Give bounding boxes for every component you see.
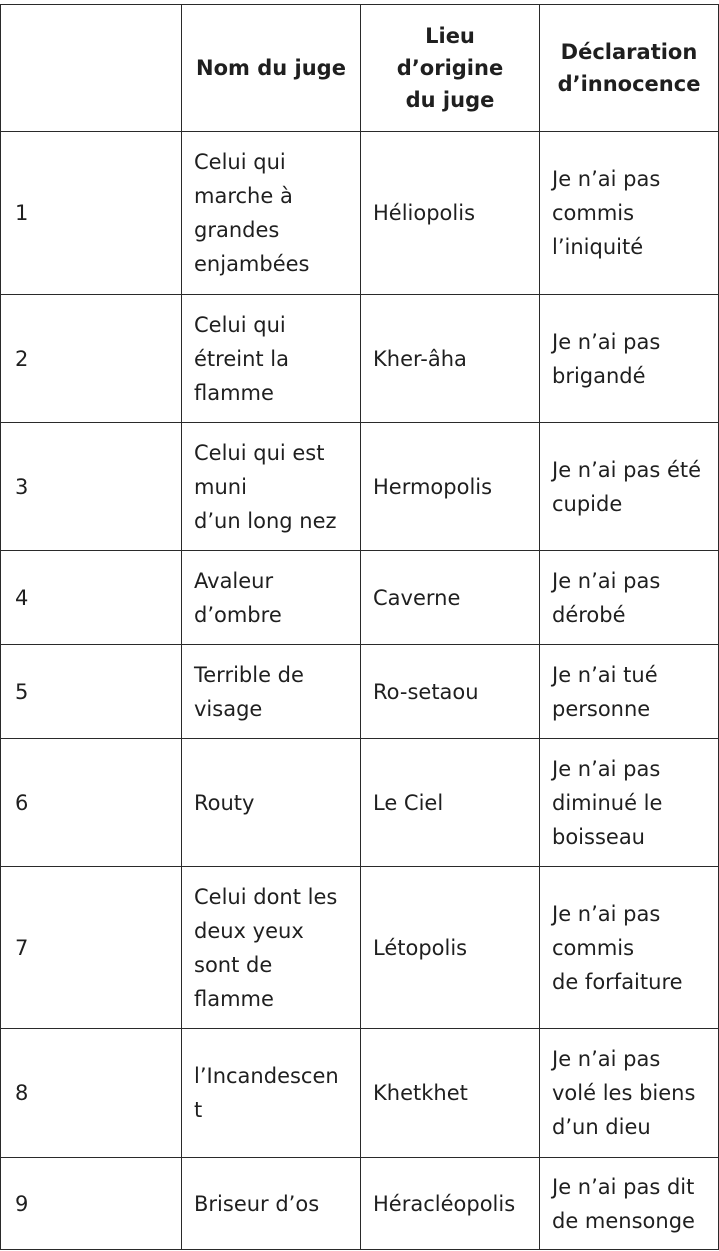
declaration-line: l’iniquité	[552, 235, 644, 259]
declaration-line: dérobé	[552, 602, 626, 627]
header-judge-origin-line: d’origine	[396, 56, 504, 80]
header-declaration-line: d’innocence	[557, 72, 701, 96]
judge-name-line: Routy	[194, 790, 255, 815]
judge-name-line: l’Incandescen	[194, 1064, 339, 1088]
judge-name-line: sont de	[194, 952, 273, 977]
header-number	[1, 5, 182, 132]
judge-name-line: Briseur d’os	[194, 1191, 320, 1216]
header-row	[1, 5, 719, 132]
row-number: 2	[1, 295, 182, 423]
declaration	[540, 867, 719, 1029]
judge-origin: Héracléopolis	[361, 1158, 540, 1250]
judge-origin: Hermopolis	[361, 423, 540, 551]
judge-name-line: muni	[194, 474, 247, 499]
judge-name-line: marche à	[194, 184, 293, 208]
declaration-line: de forfaiture	[552, 969, 683, 994]
row-number: 7	[1, 867, 182, 1029]
judge-origin: Héliopolis	[361, 132, 540, 295]
declaration-line: commis	[552, 201, 635, 225]
judge-name-line: d’ombre	[194, 602, 282, 627]
judge-name	[182, 1158, 361, 1250]
judge-name	[182, 551, 361, 645]
row-number: 6	[1, 739, 182, 867]
declaration	[540, 423, 719, 551]
declaration-line: Je n’ai tué	[552, 662, 658, 687]
judge-name-line: visage	[194, 696, 263, 721]
header-judge-origin-line: Lieu	[425, 24, 475, 48]
declaration-line: d’un dieu	[552, 1115, 651, 1139]
row-number: 5	[1, 645, 182, 739]
judge-name-line: Celui dont les	[194, 884, 338, 909]
declaration-line: commis	[552, 935, 635, 960]
declaration-line: cupide	[552, 491, 623, 516]
declaration-line: Je n’ai pas	[552, 756, 661, 781]
table-row	[1, 867, 719, 1029]
table-row	[1, 132, 719, 295]
judge-name-line: flamme	[194, 380, 274, 405]
declaration-line: volé les biens	[552, 1081, 696, 1105]
judge-name	[182, 132, 361, 295]
declaration-line: Je n’ai pas	[552, 329, 661, 354]
judge-origin: Ro-setaou	[361, 645, 540, 739]
judge-name-line: deux yeux	[194, 918, 304, 943]
judge-name	[182, 645, 361, 739]
table-row	[1, 1158, 719, 1250]
judge-name	[182, 1029, 361, 1158]
header-judge-origin	[361, 5, 540, 132]
table-body	[1, 132, 719, 1250]
judge-name-line: Celui qui	[194, 150, 286, 174]
table-row	[1, 1029, 719, 1158]
header-declaration	[540, 5, 719, 132]
judge-name-line: étreint la	[194, 346, 290, 371]
table-row	[1, 551, 719, 645]
header-judge-name: Nom du juge	[182, 5, 361, 132]
declaration	[540, 739, 719, 867]
judge-origin: Caverne	[361, 551, 540, 645]
judge-name	[182, 423, 361, 551]
judges-table	[0, 4, 719, 1250]
declaration	[540, 1029, 719, 1158]
row-number: 1	[1, 132, 182, 295]
table-row	[1, 423, 719, 551]
judge-name-line: Celui qui est	[194, 440, 325, 465]
judge-name-line: t	[194, 1098, 203, 1122]
judge-name	[182, 867, 361, 1029]
declaration-line: Je n’ai pas été	[552, 457, 702, 482]
row-number: 8	[1, 1029, 182, 1158]
declaration-line: de mensonge	[552, 1208, 695, 1233]
table-header	[1, 5, 719, 132]
declaration	[540, 551, 719, 645]
judge-name-line: enjambées	[194, 252, 310, 276]
declaration-line: brigandé	[552, 363, 646, 388]
declaration	[540, 1158, 719, 1250]
row-number: 9	[1, 1158, 182, 1250]
declaration-line: boisseau	[552, 824, 645, 849]
judge-origin: Létopolis	[361, 867, 540, 1029]
declaration-line: diminué le	[552, 790, 663, 815]
declaration-line: Je n’ai pas	[552, 901, 661, 926]
judge-origin: Le Ciel	[361, 739, 540, 867]
row-number: 4	[1, 551, 182, 645]
header-judge-origin-line: du juge	[405, 88, 495, 112]
declaration-line: Je n’ai pas	[552, 1047, 661, 1071]
table-row	[1, 295, 719, 423]
judge-origin: Kher-âha	[361, 295, 540, 423]
judge-name	[182, 739, 361, 867]
declaration	[540, 295, 719, 423]
judge-name	[182, 295, 361, 423]
judge-name-line: Celui qui	[194, 312, 286, 337]
table-row	[1, 645, 719, 739]
judge-name-line: flamme	[194, 986, 274, 1011]
judge-name-line: Avaleur	[194, 568, 274, 593]
judge-name-line: grandes	[194, 218, 280, 242]
judge-name-line: Terrible de	[194, 662, 304, 687]
judge-name-line: d’un long nez	[194, 508, 337, 533]
judge-origin: Khetkhet	[361, 1029, 540, 1158]
declaration	[540, 645, 719, 739]
declaration	[540, 132, 719, 295]
row-number: 3	[1, 423, 182, 551]
declaration-line: personne	[552, 696, 651, 721]
declaration-line: Je n’ai pas	[552, 167, 661, 191]
table-row	[1, 739, 719, 867]
declaration-line: Je n’ai pas	[552, 568, 661, 593]
header-declaration-line: Déclaration	[560, 40, 698, 64]
declaration-line: Je n’ai pas dit	[552, 1174, 695, 1199]
